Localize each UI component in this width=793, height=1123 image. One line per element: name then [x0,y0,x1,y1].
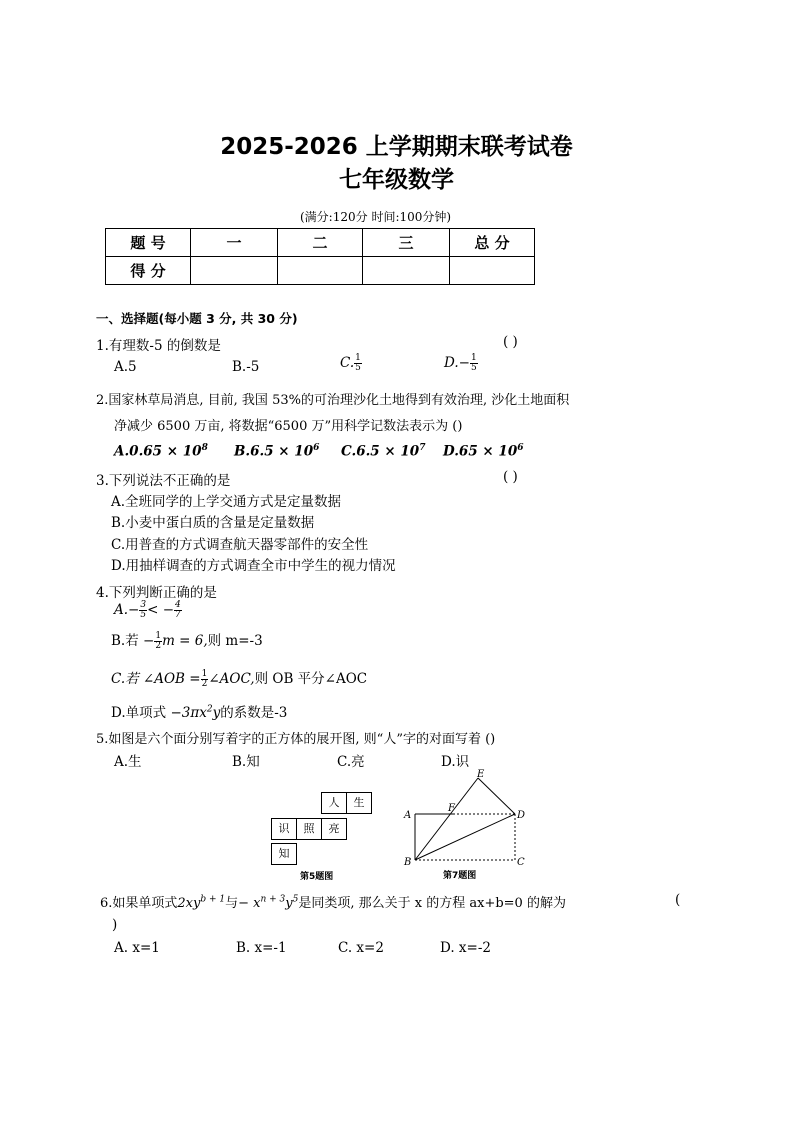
q6-monomial1-exponent: b + 1 [200,894,226,905]
q4-c-num: 1 [201,669,208,679]
q1-c-numerator: 1 [355,353,361,363]
q1-d-denominator: 5 [470,363,477,373]
q4-d-math: −3πx [170,705,207,721]
q2-b-exponent: 6 [313,443,320,453]
q3-option-d: D.用抽样调查的方式调查全市中学生的视力情况 [111,558,396,574]
score-cell: 得 分 [106,257,191,285]
q4-b-den: 2 [155,641,162,651]
q6-paren-open: ( [675,892,681,908]
point-label-f: F [448,803,455,814]
q2-option-a [114,443,208,460]
q4-c-prefix: C.若 ∠AOB = [111,671,201,687]
score-table-header-row [106,229,535,257]
q3-option-b: B.小麦中蛋白质的含量是定量数据 [111,515,315,531]
q4-option-b [111,629,263,651]
q1-option-c [340,354,362,373]
score-cell: 二 [278,229,363,257]
q5-option-b: B.知 [232,754,260,770]
q2-c-exponent: 7 [419,443,426,453]
figure-7-caption: 第7题图 [443,871,477,881]
q4-b-suffix: 则 m=-3 [207,633,263,649]
q6-option-c: C. x=2 [338,940,384,956]
q4-a-fraction1 [139,601,147,620]
q2-option-d [443,443,523,460]
section-heading: 一、选择题(每小题 3 分, 共 30 分) [96,311,298,326]
q3-option-c: C.用普查的方式调查航天器零部件的安全性 [111,537,369,553]
cube-face: 亮 [321,818,347,840]
score-cell: 题 号 [106,229,191,257]
q4-a-num1: 3 [140,600,147,610]
q5-option-c: C.亮 [337,754,365,770]
q4-d-suffix: 的系数是-3 [220,705,288,721]
q4-option-a [114,601,182,620]
point-label-d: D [517,810,526,821]
q4-a-relation: < − [147,602,175,618]
q1-option-d-label: D.− [444,355,470,371]
q3-option-a: A.全班同学的上学交通方式是定量数据 [111,494,342,510]
q4-option-c [111,667,367,689]
q4-b-num: 1 [155,631,162,641]
q4-b-prefix: B.若 − [111,633,155,649]
q4-a-den1: 5 [140,610,147,620]
score-cell: 三 [363,229,450,257]
cube-face: 生 [346,792,372,814]
score-cell [363,257,450,285]
q2-line1: 2.国家林草局消息, 目前, 我国 53%的可治理沙化土地得到有效治理, 沙化土地面积 [96,393,570,408]
q1-paren: ( ) [503,334,518,350]
q2-option-b [234,443,319,460]
q2-line2: 净减少 6500 万亩, 将数据“6500 万”用科学记数法表示为 () [114,419,463,434]
q1-d-numerator: 1 [470,353,477,363]
q4-c-suffix: 则 OB 平分∠AOC [254,671,368,687]
q2-c-base: C.6.5 × 10 [341,443,420,460]
point-label-e: E [477,769,485,780]
q4-stem: 4.下列判断正确的是 [96,585,217,601]
q4-a-den2: 7 [175,610,181,620]
cube-face: 人 [321,792,347,814]
q1-option-a: A.5 [114,359,137,375]
score-cell [191,257,278,285]
q1-option-c-label: C. [340,355,355,371]
cube-face: 照 [296,818,322,840]
q5-option-a: A.生 [114,754,142,770]
point-label-b: B [404,857,412,868]
q2-d-exponent: 6 [517,443,524,453]
q4-d-prefix: D.单项式 [111,705,167,721]
point-label-c: C [517,857,525,868]
q2-option-c [341,443,425,460]
score-cell [278,257,363,285]
q4-b-fraction [154,632,162,651]
q1-stem: 1.有理数-5 的倒数是 [96,338,221,354]
q6-prefix: 6.如果单项式 [100,896,178,911]
q2-a-base: A.0.65 × 10 [114,443,202,460]
score-cell: 总 分 [450,229,535,257]
q4-a-label: A.− [114,602,140,618]
q6-option-d: D. x=-2 [440,940,492,956]
q6-option-b: B. x=-1 [236,940,287,956]
q6-monomial2-y-exponent: 5 [292,894,299,905]
q6-monomial2-exponent: n + 3 [260,894,286,905]
q4-a-fraction2 [174,601,182,620]
q1-c-denominator: 5 [355,363,361,373]
segment-be [415,778,478,860]
cube-face: 识 [271,818,297,840]
q2-a-exponent: 8 [201,443,208,453]
q4-option-d [111,701,287,721]
score-table-row [106,257,535,285]
q6-monomial2: − x [238,896,261,911]
q6-monomial2-y: y [285,896,293,911]
exam-subtitle: 七年级数学 [339,167,454,193]
q4-c-den: 2 [201,679,208,689]
q3-stem: 3.下列说法不正确的是 [96,473,231,489]
q6-paren-close: ) [112,917,118,933]
score-cell [450,257,535,285]
score-cell: 一 [191,229,278,257]
q3-paren: ( ) [503,469,518,485]
q6-monomial1: 2xy [177,896,201,911]
q6-option-a: A. x=1 [114,940,160,956]
score-table [105,228,535,285]
exam-title: 2025-2026 上学期期末联考试卷 [220,134,573,160]
q1-option-c-fraction [354,354,362,373]
exam-note: (满分:120分 时间:100分钟) [300,210,452,224]
q6-stem [100,892,566,911]
figure-7-geometry [395,766,535,881]
point-label-a: A [404,810,412,821]
q5-stem: 5.如图是六个面分别写着字的正方体的展开图, 则“人”字的对面写着 () [96,732,496,747]
figure-5-caption: 第5题图 [300,872,334,882]
q6-suffix: 是同类项, 那么关于 x 的方程 ax+b=0 的解为 [298,896,566,911]
segment-bd [415,814,515,860]
segment-ed [478,778,515,814]
q1-option-d-fraction [470,354,478,373]
q4-a-num2: 4 [175,600,181,610]
q4-c-angle: ∠AOC, [208,671,255,687]
cube-face: 知 [271,843,297,865]
q1-option-d [444,354,478,373]
q4-d-var: y [212,705,221,721]
q2-d-base: D.65 × 10 [443,443,518,460]
q5-option-d: D.识 [441,754,470,770]
q6-conjunction: 与 [225,896,239,911]
q4-b-equation: m = 6, [162,633,208,649]
q4-d-exponent: 2 [206,704,213,715]
q2-b-base: B.6.5 × 10 [234,443,314,460]
q1-option-b: B.-5 [232,359,260,375]
